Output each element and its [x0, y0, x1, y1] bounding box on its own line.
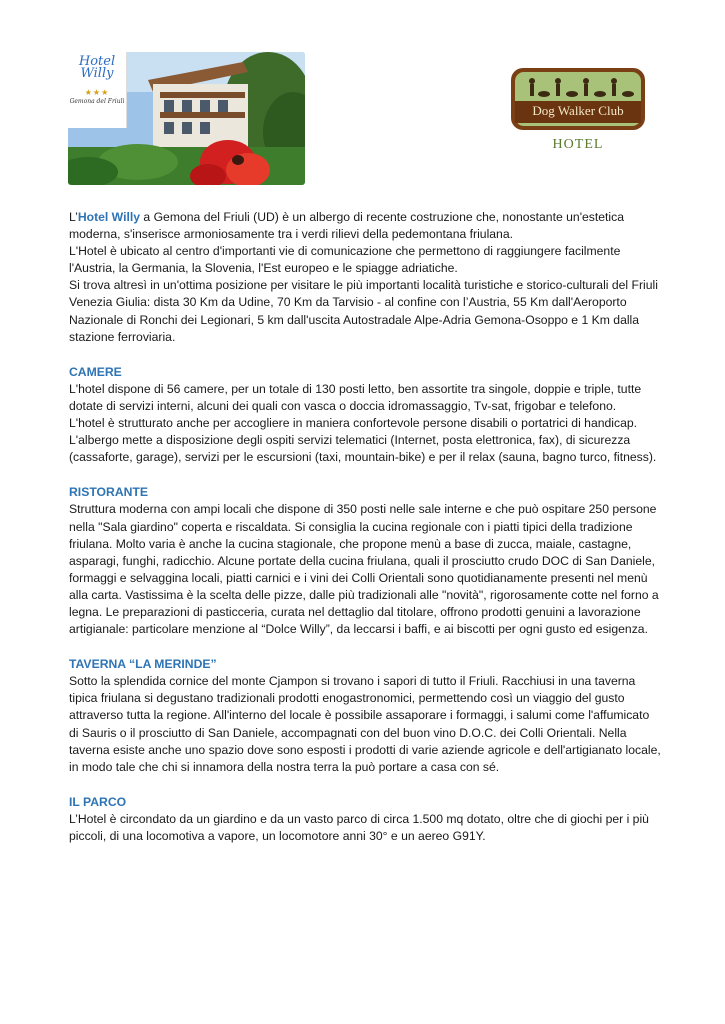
section-heading-taverna: TAVERNA “LA MERINDE”	[69, 657, 217, 672]
camere-paragraph-3: L'albergo mette a disposizione degli ospiti servizi telematici (Internet, posta elettronica, fax), di sicurezza (cassaforte, garage), servizi per le escursioni (taxi, mountain-bike) e per il relax (sauna, bagno turco, fitness).	[69, 433, 657, 465]
dog-walker-club-badge	[510, 67, 646, 131]
intro-paragraph-3: Si trova altresì in un'ottima posizione per visitare le più importanti località turistiche e storico-culturali del Friuli Venezia Giulia: dista 30 Km da Udine, 70 Km da Tarvisio - al confine con l’Austria, 55 Km dall'Aeroporto Nazionale di Ronchi dei Legionari, 5 km dall'uscita Autostradale Alpe-Adria Gemona-Osoppo e 1 Km dalla stazione ferroviaria.	[69, 278, 658, 344]
intro-prefix: L’	[69, 210, 78, 224]
dog-walker-club-hotel: HOTEL	[552, 137, 604, 152]
section-heading-camere: CAMERE	[69, 364, 122, 379]
intro-paragraph	[69, 209, 661, 243]
logo-hotel-name: Hotel Willy	[78, 54, 116, 81]
section-heading-ristorante: RISTORANTE	[69, 485, 148, 500]
camere-paragraph-1: L'hotel dispone di 56 camere, per un totale di 130 posti letto, ben assortite tra singole, doppie e triple, tutte dotate di servizi interni, alcuni dei quali con vasca o doccia idromassaggio, Tv-sat, frigobar e telefono.	[69, 381, 642, 413]
hotel-willy-logo	[68, 52, 127, 128]
logo-stars: ★★★	[84, 88, 110, 97]
ristorante-paragraph: Struttura moderna con ampi locali che dispone di 350 posti nelle sale interne e che può ospitare 250 persone nella "Sala giardino" coperta e riscaldata. Si consiglia la cucina regionale con i piatti tipici della tradizione friulana. Molto varia è anche la cucina stagionale, che propone menù a base di zucca, maiale, castagne, asparagi, funghi, radicchio. Alcune portate della cucina friulana, quali il prosciutto crudo DOC di San Daniele, formaggi e selvaggina locali, piatti carnici e i vini dei Colli Orientali sono quotidianamente presenti nel menù alla carta. Vastissima è la scelta delle pizze, dalle più tradizionali alle "novità", rigorosamente cotte nel forno a legna. Le preparazioni di pasticceria, curata nel dettaglio dal titolare, offrono prodotti genuini a lavorazione artigianale: particolare menzione al “Dolce Willy”, da leccarsi i baffi, e ai biscotti per ogni gusto ed esigenza.	[69, 502, 659, 637]
intro-text: a Gemona del Friuli (UD) è un albergo di recente costruzione che, nonostante un'estetica moderna, s'inserisce armoniosamente tra i verdi rilievi della pedemontana friulana.	[69, 210, 625, 242]
dog-walker-club-title: Dog Walker Club	[532, 103, 624, 118]
logo-location: Gemona del Friuli	[69, 98, 125, 105]
taverna-paragraph: Sotto la splendida cornice del monte Cjampon si trovano i sapori di tutto il Friuli. Racchiusi in una taverna tipica friulana si degustano tradizionali prodotti enogastronomici, permettendo così un viaggio del gusto attraverso tutta la regione. All'interno del locale è possibile assaporare i formaggi, i salumi come l'affumicato di Sauris o il prosciutto di San Daniele, accompagnati con del buon vino D.O.C. dei Colli Orientali. Nella taverna esiste anche uno spazio dove sono esposti i prodotti di varie aziende agricole e dell'artigianato locale, in modo tale che chi si innamora della nostra terra la può portare a casa con sé.	[69, 674, 661, 774]
parco-paragraph: L’Hotel è circondato da un giardino e da un vasto parco di circa 1.500 mq dotato, oltre che di giochi per i più piccoli, di una locomotiva a vapore, un locomotore anni 30° e un aereo G91Y.	[69, 811, 649, 843]
hotel-name: Hotel Willy	[77, 210, 141, 224]
intro-paragraph-2: L'Hotel è ubicato al centro d'importanti vie di comunicazione che permettono di raggiungere facilmente l'Austria, la Germania, la Slovenia, l'Est europeo e le spiagge adriatiche.	[69, 244, 621, 276]
document-body	[69, 209, 661, 845]
section-heading-parco: IL PARCO	[69, 794, 127, 809]
camere-paragraph-2: L'hotel è strutturato anche per accogliere in maniera confortevole persone disabili o portatrici di handicap.	[69, 416, 638, 431]
dog-walker-club-frame	[510, 67, 646, 131]
